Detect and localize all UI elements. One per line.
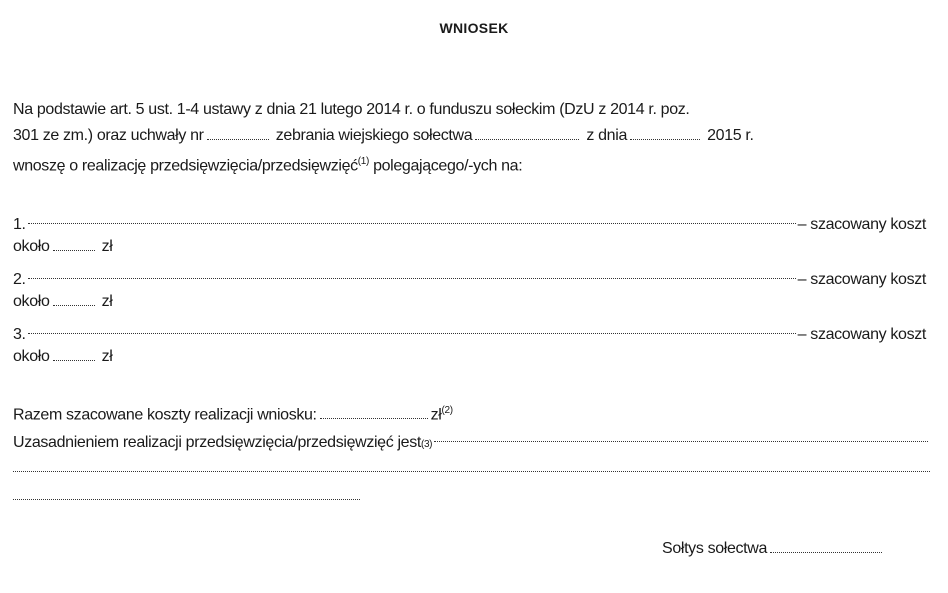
item-description-field[interactable] bbox=[28, 264, 796, 284]
intro-text: wnoszę o realizację przedsięwzięcia/przedsięwzięć bbox=[13, 157, 358, 175]
item-number: 2. bbox=[13, 271, 26, 288]
item-cost-field[interactable] bbox=[53, 305, 95, 306]
item-number: 1. bbox=[13, 216, 26, 233]
footnote-ref: (1) bbox=[357, 156, 369, 167]
village-name-field[interactable] bbox=[475, 139, 579, 140]
document-title: WNIOSEK bbox=[439, 20, 509, 36]
currency: zł bbox=[101, 238, 113, 255]
intro-text: polegającego/-ych na: bbox=[373, 157, 523, 175]
item-number: 3. bbox=[13, 326, 26, 343]
resolution-number-field[interactable] bbox=[207, 139, 269, 140]
justification-field[interactable] bbox=[13, 457, 930, 477]
about-label: około bbox=[13, 238, 50, 255]
date-field[interactable] bbox=[630, 139, 700, 140]
item-1-cost bbox=[13, 237, 112, 257]
intro-line-2 bbox=[13, 126, 754, 146]
justification-field[interactable] bbox=[13, 485, 360, 505]
justification-line bbox=[13, 427, 930, 455]
intro-text: 301 ze zm.) oraz uchwały nr bbox=[13, 127, 204, 144]
item-description-field[interactable] bbox=[28, 319, 796, 339]
item-2 bbox=[13, 264, 926, 290]
item-description-field[interactable] bbox=[28, 209, 796, 229]
item-cost-field[interactable] bbox=[53, 250, 95, 251]
currency: zł bbox=[101, 348, 113, 365]
justification-label: Uzasadnieniem realizacji przedsięwzięcia/przedsięwzięć jest bbox=[13, 434, 421, 451]
total-cost-line bbox=[13, 401, 453, 425]
item-2-cost bbox=[13, 292, 112, 312]
currency: zł bbox=[430, 406, 442, 424]
total-cost-field[interactable] bbox=[320, 418, 428, 419]
intro-text: zebrania wiejskiego sołectwa bbox=[275, 127, 473, 144]
footnote-ref: (2) bbox=[441, 405, 453, 416]
currency: zł bbox=[101, 293, 113, 310]
item-3 bbox=[13, 319, 926, 345]
intro-line-1: Na podstawie art. 5 ust. 1-4 ustawy z dnia 21 lutego 2014 r. o funduszu sołeckim (DzU z 2014 r. poz. bbox=[13, 101, 690, 118]
intro-text: 2015 r. bbox=[707, 127, 754, 144]
footnote-ref: (3) bbox=[420, 439, 433, 450]
cost-label: – szacowany koszt bbox=[797, 271, 926, 288]
cost-label: – szacowany koszt bbox=[797, 326, 926, 343]
item-3-cost bbox=[13, 347, 112, 367]
intro-text: z dnia bbox=[586, 127, 627, 144]
about-label: około bbox=[13, 293, 50, 310]
about-label: około bbox=[13, 348, 50, 365]
item-1 bbox=[13, 209, 926, 235]
cost-label: – szacowany koszt bbox=[797, 216, 926, 233]
signature-field[interactable] bbox=[770, 552, 882, 553]
signature-label: Sołtys sołectwa bbox=[662, 540, 768, 557]
intro-line-3 bbox=[13, 152, 522, 176]
signature-line bbox=[662, 539, 885, 559]
justification-line-2 bbox=[13, 457, 930, 477]
total-label: Razem szacowane koszty realizacji wniosku: bbox=[13, 406, 317, 424]
justification-line-3 bbox=[13, 485, 360, 505]
justification-field[interactable] bbox=[434, 427, 928, 447]
item-cost-field[interactable] bbox=[53, 360, 95, 361]
